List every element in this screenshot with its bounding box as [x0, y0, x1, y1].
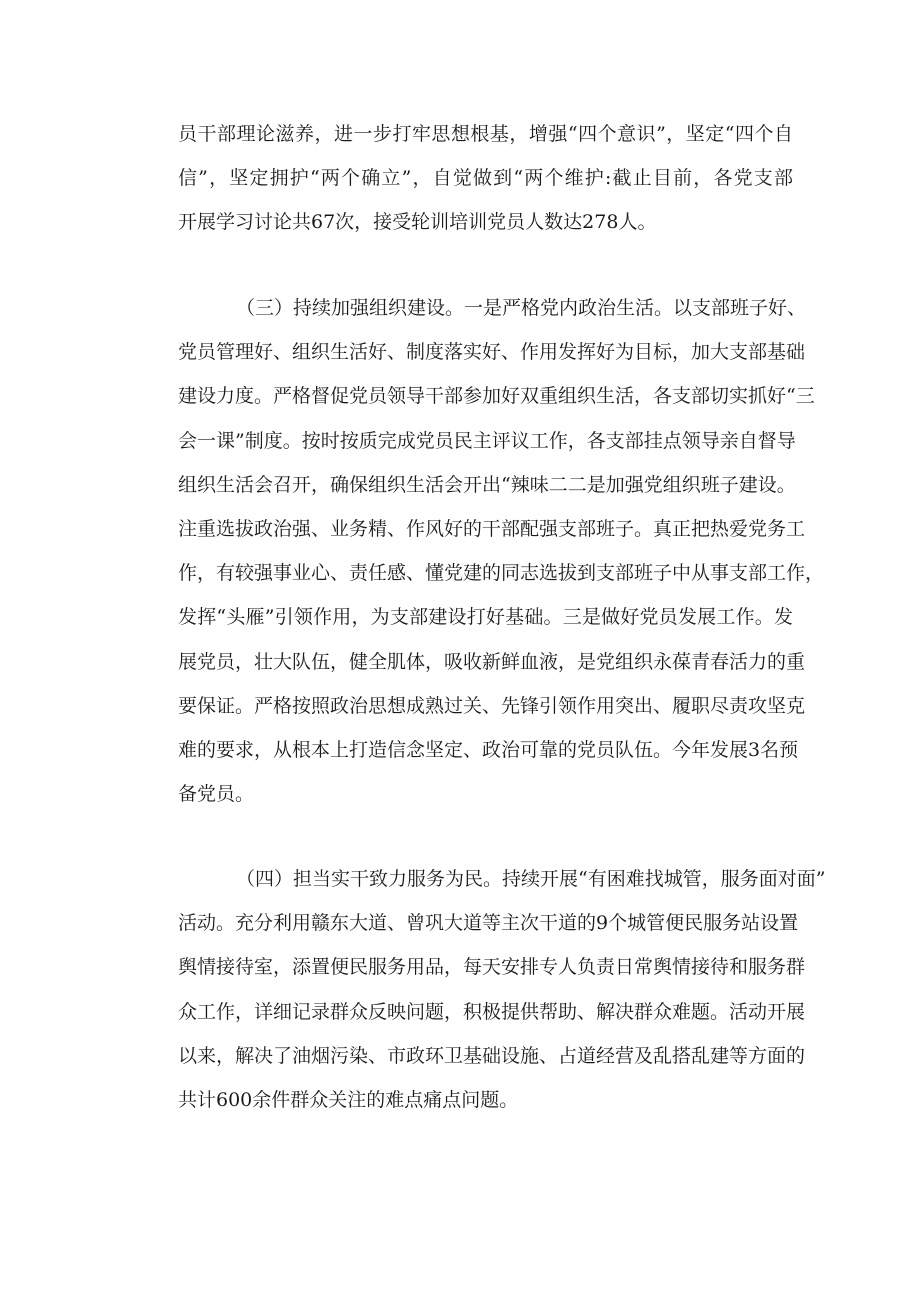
text-line: 活动。充分利用赣东大道、曾巩大道等主次干道的9个城管便民服务站设置 [178, 912, 799, 935]
text-line: 以来，解决了油烟污染、市政环卫基础设施、占道经营及乱搭乱建等方面的 [178, 1044, 806, 1067]
text-line: 组织生活会召开，确保组织生活会开出“辣味二二是加强党组织班子建设。 [178, 473, 796, 496]
text-line: 舆情接待室，添置便民服务用品，每天安排专人负责日常舆情接待和服务群 [178, 956, 806, 979]
text-line: 众工作，详细记录群众反映问题，积极提供帮助、解决群众难题。活动开展 [178, 1000, 806, 1023]
text-line: 备党员。 [178, 783, 255, 806]
text-line: 员干部理论滋养，进一步打牢思想根基，增强“四个意识”，坚定“四个自 [178, 123, 793, 145]
text-line: 难的要求，从根本上打造信念坚定、政治可靠的党员队伍。今年发展3名预 [178, 738, 799, 761]
text-line: 会一课”制度。按时按质完成党员民主评议工作，各支部挂点领导亲自督导 [178, 429, 796, 452]
text-line: （三）持续加强组织建设。一是严格党内政治生活。以支部班子好、 [236, 297, 807, 319]
paragraph-theory-study [178, 112, 793, 245]
text-line: 发挥“头雁”引领作用，为支部建设打好基础。三是做好党员发展工作。发 [178, 606, 793, 629]
text-line: 开展学习讨论共67次，接受轮训培训党员人数达278人。 [178, 211, 657, 234]
paragraph-service-for-people [178, 857, 826, 1122]
text-line: 要保证。严格按照政治思想成熟过关、先锋引领作用突出、履职尽责攻坚克 [178, 694, 806, 717]
text-line: 建设力度。严格督促党员领导干部参加好双重组织生活，各支部切实抓好“三 [178, 385, 815, 408]
text-line: 共计600余件群众关注的难点痛点问题。 [178, 1088, 519, 1111]
text-line: （四）担当实干致力服务为民。持续开展“有困难找城管，服务面对面” [236, 868, 826, 890]
text-line: 注重选拔政治强、业务精、作风好的干部配强支部班子。真正把热爱党务工 [178, 517, 806, 540]
text-line: 信”，坚定拥护“两个确立”，自觉做到“两个维护:截止目前，各党支部 [178, 167, 793, 190]
text-line: 展党员，壮大队伍，健全肌体，吸收新鲜血液，是党组织永葆青春活力的重 [178, 650, 806, 673]
text-line: 党员管理好、组织生活好、制度落实好、作用发挥好为目标，加大支部基础 [178, 341, 806, 364]
text-line: 作，有较强事业心、责任感、懂党建的同志选拔到支部班子中从事支部工作， [178, 562, 825, 585]
paragraph-organization-building [178, 286, 825, 816]
